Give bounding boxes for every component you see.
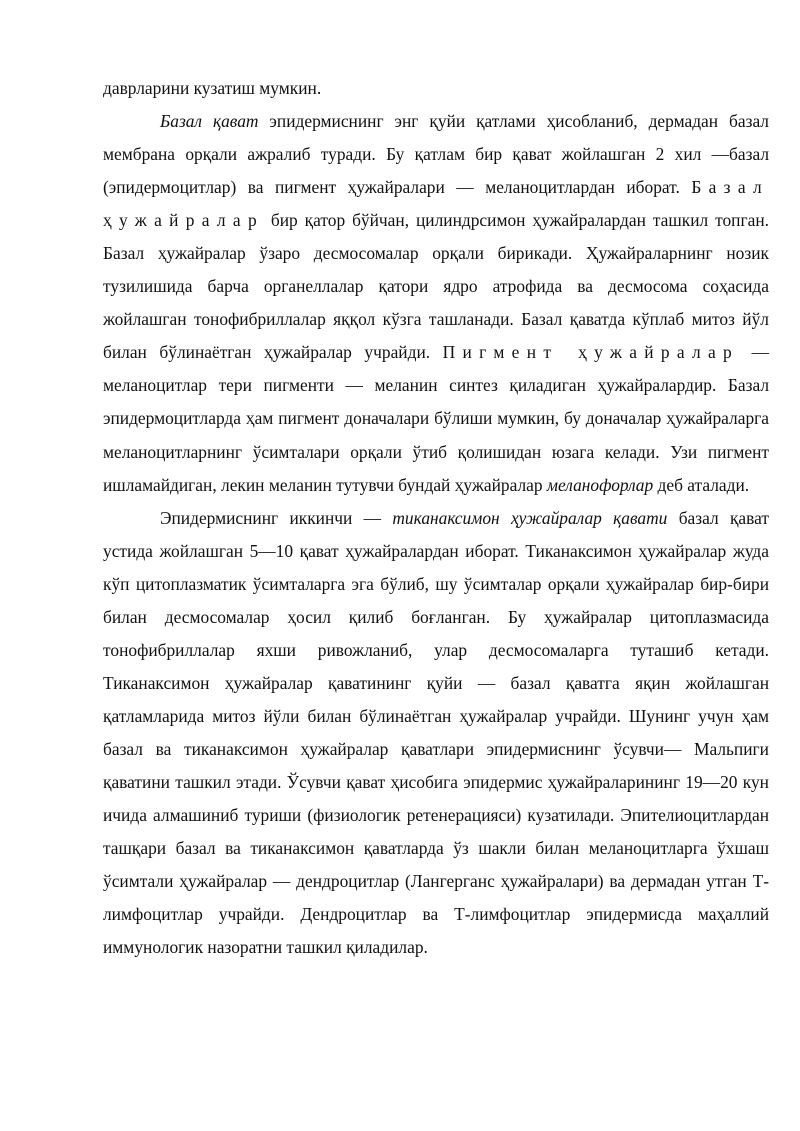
spinous-layer-text: базал қават устида жойлашган 5—10 қават ҳужайралардан иборат. Тиканаксимон ҳужайралар жуда кўп цитоплазматик ўсимталарга эга бўлиб, шу ўсимталар орқали ҳужайралар бир-бири билан десмосомалар ҳосил қилиб боғланган. Бу ҳужайралар цитоплазмасида тонофибриллалар яхши ривожланиб, улар десмосомаларга туташиб кетади. Тиканаксимон ҳужайралар қаватининг қуйи — базал қаватга яқин жойлашган қатламларида митоз йўли билан бўлинаётган ҳужайралар учрайди. Шунинг учун ҳам базал ва тиканаксимон ҳужайралар қаватлари эпидермиснинг ўсувчи— Мальпиги қаватини ташкил этади. Ўсувчи қават ҳисобига эпидермис ҳужайраларининг 19—20 кун ичида алмашиниб туриши (физиологик ретенерацияси) кузатилади. Эпителиоцитлардан ташқари базал ва тиканаксимон қаватларда ўз шакли билан меланоцитларга ўхшаш ўсимтали ҳужайралар — дендроцитлар (Лангерганс ҳужайралари) ва дермадан утган Т-лимфоцитлар учрайди. Дендроцитлар ва Т-лимфоцитлар эпидермисда маҳаллий иммунологик назоратни ташкил қиладилар.	[103, 507, 770, 958]
paragraph-continuation	[103, 72, 769, 105]
term-spinous-layer: тиканаксимон ҳужайралар қавати	[392, 507, 668, 528]
paragraph-spinous-layer	[103, 502, 769, 965]
term-pigment-cells: Пигмент ҳужайралар	[442, 342, 740, 363]
paragraph-continuation-text: даврларини кузатиш мумкин.	[103, 78, 322, 98]
basal-cells-text: бир қатор бўйчан, цилиндрсимон ҳужайралардан ташкил топган. Базал ҳужайралар ўзаро десмосомалар орқали бирикади. Ҳужайраларнинг нозик тузилишида барча органеллалар қатори ядро атрофида ва десмосома соҳасида жойлашган тонофибриллалар яққол кўзга ташланади. Базал қаватда кўплаб митоз йўл билан бўлинаётган ҳужайралар учрайди.	[103, 210, 769, 363]
spinous-intro-text: Эпидермиснинг иккинчи —	[160, 507, 393, 528]
document-page	[103, 72, 769, 964]
pigment-cells-text: — меланоцитлар тери пигменти — меланин синтез қиладиган ҳужайралардир. Базал эпидермоцитларда ҳам пигмент доначалари бўлиши мумкин, бу доначалар ҳужайраларга меланоцитларнинг ўсимталари орқали ўтиб қолишидан юзага келади. Узи пигмент ишламайдиган, лекин меланин тутувчи бундай ҳужайралар	[103, 342, 769, 495]
paragraph-basal-layer	[103, 105, 769, 502]
term-melanophores: меланофорлар	[546, 474, 654, 495]
basal-layer-text: эпидермиснинг энг қуйи қатлами ҳисобланиб, дермадан базал мембрана орқали ажралиб туради. Бу қатлам бир қават жойлашган 2 хил —базал (эпидермоцитлар) ва пигмент ҳужайралари — меланоцитлардан иборат.	[103, 111, 769, 198]
melanophores-text: деб аталади.	[653, 474, 750, 495]
term-basal-cells: Базал ҳужайралар	[103, 177, 769, 231]
term-basal-layer: Базал қават	[160, 111, 259, 132]
